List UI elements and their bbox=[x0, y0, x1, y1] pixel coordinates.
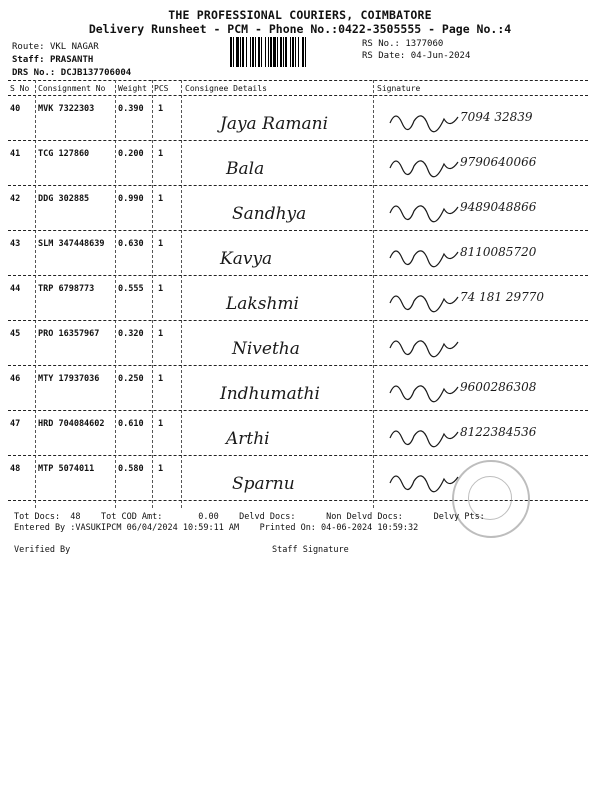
row-sno: 42 bbox=[10, 194, 21, 204]
signature-scribble bbox=[390, 296, 458, 312]
verified-by-label: Verified By bbox=[14, 545, 71, 555]
row-pcs: 1 bbox=[158, 374, 164, 384]
signature-scribble bbox=[390, 161, 458, 177]
row-sno: 46 bbox=[10, 374, 21, 384]
signature-scribble bbox=[390, 431, 458, 447]
rs-no-value: 1377060 bbox=[405, 39, 444, 49]
row-pcs: 1 bbox=[158, 464, 164, 474]
rs-date-label: RS Date: bbox=[362, 51, 406, 61]
handwritten-name: Indhumathi bbox=[220, 384, 320, 404]
handwritten-name: Arthi bbox=[226, 429, 270, 449]
row-weight: 0.200 bbox=[118, 149, 144, 159]
row-weight: 0.580 bbox=[118, 464, 144, 474]
rs-no-label: RS No.: bbox=[362, 39, 400, 49]
handwritten-name: Sandhya bbox=[232, 204, 307, 224]
signature-scribble bbox=[390, 206, 458, 222]
rs-date-value: 04-Jun-2024 bbox=[410, 51, 471, 61]
handwritten-phone: 9600286308 bbox=[460, 380, 537, 394]
route-label: Route: bbox=[12, 42, 45, 52]
handwritten-phone: 9489048866 bbox=[460, 200, 537, 214]
handwritten-name: Kavya bbox=[220, 249, 273, 269]
runsheet-subtitle: Delivery Runsheet - PCM - Phone No.:0422-3505555 - Page No.:4 bbox=[88, 22, 512, 36]
row-pcs: 1 bbox=[158, 239, 164, 249]
handwritten-name: Sparnu bbox=[232, 474, 295, 494]
handwritten-phone: 7094 32839 bbox=[460, 110, 533, 124]
row-weight: 0.990 bbox=[118, 194, 144, 204]
handwritten-name: Jaya Ramani bbox=[220, 114, 329, 134]
staff-signature-label: Staff Signature bbox=[272, 545, 349, 555]
row-consignment-no: PRO 16357967 bbox=[38, 329, 100, 339]
row-pcs: 1 bbox=[158, 284, 164, 294]
row-consignment-no: MVK 7322303 bbox=[38, 104, 95, 114]
staff-label: Staff: bbox=[12, 55, 45, 65]
row-weight: 0.555 bbox=[118, 284, 144, 294]
signature-scribble bbox=[390, 116, 458, 132]
handwritten-name: Bala bbox=[226, 159, 265, 179]
totals-line: Tot Docs: 48 Tot COD Amt: 0.00 Delvd Docs: Non Delvd Docs: Delvy Pts: bbox=[14, 512, 485, 522]
drs-value: DCJB137706004 bbox=[60, 68, 132, 78]
handwritten-phone: 8110085720 bbox=[460, 245, 537, 259]
col-header-weight: Weight bbox=[118, 84, 147, 93]
row-sno: 48 bbox=[10, 464, 21, 474]
col-header-pcs: PCS bbox=[154, 84, 169, 93]
row-sno: 47 bbox=[10, 419, 21, 429]
row-weight: 0.630 bbox=[118, 239, 144, 249]
row-weight: 0.320 bbox=[118, 329, 144, 339]
col-header-signature: Signature bbox=[377, 84, 421, 93]
handwritten-phone: 9790640066 bbox=[460, 155, 537, 169]
row-consignment-no: TCG 127860 bbox=[38, 149, 90, 159]
rubber-stamp bbox=[452, 460, 530, 538]
signature-scribble bbox=[390, 341, 458, 357]
staff-value: PRASANTH bbox=[49, 55, 94, 65]
row-pcs: 1 bbox=[158, 149, 164, 159]
row-weight: 0.390 bbox=[118, 104, 144, 114]
row-sno: 44 bbox=[10, 284, 21, 294]
signature-scribble bbox=[390, 476, 458, 492]
row-sno: 43 bbox=[10, 239, 21, 249]
row-pcs: 1 bbox=[158, 419, 164, 429]
row-consignment-no: MTP 5074011 bbox=[38, 464, 95, 474]
handwritten-name: Lakshmi bbox=[226, 294, 299, 314]
drs-label: DRS No.: bbox=[12, 68, 56, 78]
row-consignment-no: MTY 17937036 bbox=[38, 374, 100, 384]
col-header-consignment: Consignment No bbox=[38, 84, 106, 93]
row-consignment-no: SLM 347448639 bbox=[38, 239, 105, 249]
route-value: VKL NAGAR bbox=[49, 42, 99, 52]
row-sno: 45 bbox=[10, 329, 21, 339]
handwritten-phone: 8122384536 bbox=[460, 425, 537, 439]
row-pcs: 1 bbox=[158, 329, 164, 339]
row-consignment-no: HRD 704084602 bbox=[38, 419, 105, 429]
signature-scribble bbox=[390, 251, 458, 267]
row-weight: 0.250 bbox=[118, 374, 144, 384]
company-title: THE PROFESSIONAL COURIERS, COIMBATORE bbox=[168, 8, 432, 22]
handwritten-phone: 74 181 29770 bbox=[460, 290, 544, 304]
col-header-consignee: Consignee Details bbox=[185, 84, 267, 93]
row-weight: 0.610 bbox=[118, 419, 144, 429]
row-sno: 41 bbox=[10, 149, 21, 159]
row-pcs: 1 bbox=[158, 194, 164, 204]
row-pcs: 1 bbox=[158, 104, 164, 114]
row-sno: 40 bbox=[10, 104, 21, 114]
signature-scribble bbox=[390, 386, 458, 402]
row-consignment-no: DDG 302885 bbox=[38, 194, 90, 204]
row-consignment-no: TRP 6798773 bbox=[38, 284, 95, 294]
handwritten-name: Nivetha bbox=[232, 339, 300, 359]
entered-by-line: Entered By :VASUKIPCM 06/04/2024 10:59:11 AM Printed On: 04-06-2024 10:59:32 bbox=[14, 523, 419, 533]
col-header-sno: S No bbox=[10, 84, 30, 93]
